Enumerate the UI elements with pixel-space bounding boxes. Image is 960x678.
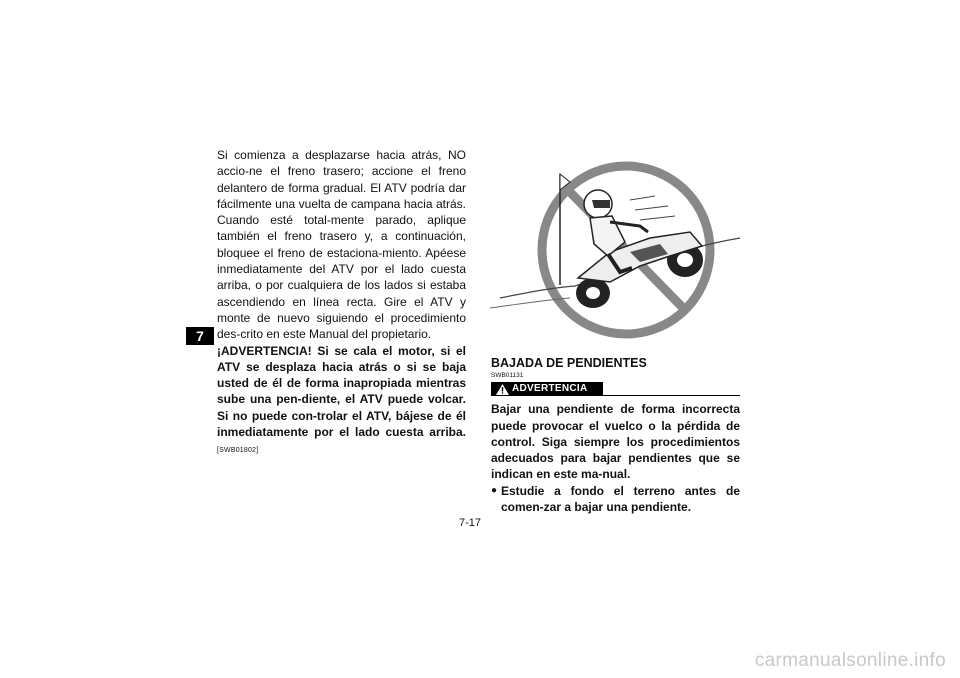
- chapter-tab: 7: [186, 327, 214, 345]
- left-column: [217, 147, 466, 460]
- warning-triangle-icon: [496, 384, 509, 395]
- right-column: [491, 355, 740, 515]
- advertencia-header: [491, 382, 740, 398]
- front-hub: [677, 253, 693, 267]
- advertencia-label: [491, 382, 603, 396]
- page-number: 7-17: [459, 517, 482, 529]
- warning-paragraph: [217, 343, 466, 460]
- body-paragraph: Si comienza a desplazarse hacia atrás, NO accio-ne el freno trasero; accione el freno delantero de forma gradual. El ATV podría dar fácilmente una vuelta de campana hacia atrás. Cuando esté total-mente parado, aplique también el freno trasero y, a continuación, bloquee el freno de estaciona-miento. Apéese inmediatamente del ATV por el lado cuesta arriba, o por cualquiera de los lados si estaba ascendiendo en línea recta. Gire el ATV y monte de nuevo siguiendo el procedimiento des-crito en este Manual del propietario.: [217, 148, 466, 342]
- rear-hub: [586, 287, 600, 299]
- bullet-icon: ●: [491, 484, 498, 496]
- section-title: BAJADA DE PENDIENTES: [491, 356, 647, 370]
- atv-illustration-drawing: [490, 160, 742, 350]
- motion-lines: [630, 196, 675, 220]
- advertencia-text: ADVERTENCIA: [512, 383, 588, 395]
- prohibited-atv-climb-illustration: [490, 160, 742, 350]
- bullet-text: Estudie a fondo el terreno antes de comen-zar a bajar una pendiente.: [501, 483, 740, 515]
- rider-visor: [592, 200, 610, 208]
- advertencia-rule: [603, 395, 740, 396]
- list-item: [491, 483, 740, 516]
- section-code: SWB01131: [491, 372, 524, 380]
- warning-text: ¡ADVERTENCIA! Si se cala el motor, si el ATV se desplaza hacia atrás o si se baja usted de él de forma inapropiada mientras sube una pen-diente, el ATV puede volcar. Si no puede con-trolar el ATV, bájese de él inmediatamente por el lado cuesta arriba.: [217, 343, 466, 440]
- footer-watermark: carmanualsonline.info: [754, 650, 946, 671]
- warning-code: [SWB01802]: [217, 447, 259, 455]
- warning-body: Bajar una pendiente de forma incorrecta puede provocar el vuelco o la pérdida de control. Siga siempre los procedimientos adecuados para bajar pendientes que se indican en este ma-nual.: [491, 402, 740, 482]
